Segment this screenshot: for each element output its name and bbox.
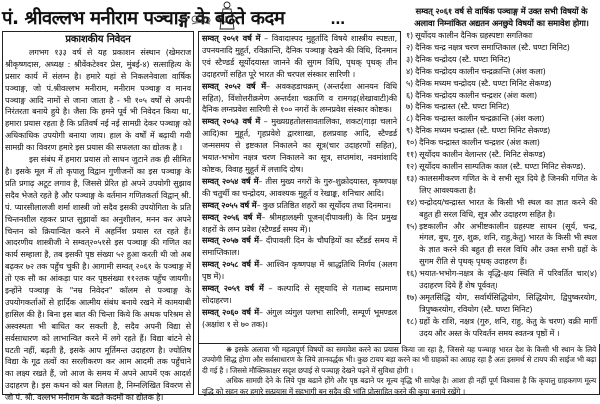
year-entry <box>202 33 397 81</box>
flower-ornament-icon <box>190 12 212 26</box>
title-ellipsis: ... <box>330 12 345 28</box>
year-entry <box>202 200 397 212</box>
item-text: दैनिक मध्यम चन्द्रास्त (स्टै. घण्टा मिनिट सेकण्ड) <box>415 125 551 136</box>
item-text: इष्टकालीन और अभीष्टकालीन ग्रहस्पष्ट साधन (सूर्य, चन्द्र, मंगल, बुध, गुरु, शुक्र, शनि, राहु,केतु) भारत के किसी भी स्थल के ज्ञात करने की बहुत ही सरल विधि और उक्त सभी ग्रहों के सुगम रीति से पृथक् पृथक् उदाहरण हैं। <box>419 220 597 267</box>
item-text: दैनिक चन्द्रोदय कालीन चन्द्रक्रान्ति (अंश कला) <box>415 65 546 76</box>
item-text: सूर्योदय कालीन दैनिक ग्रहस्पष्टाः सगतिकाः <box>415 30 533 40</box>
year-text: – कल्पादि से सृष्ट्यादि से गताब्द सप्रमाण सोदाहरण। <box>202 283 397 305</box>
item-number: १) <box>406 30 414 40</box>
year-text: – तीस मुख्य नगरों के गुरु-शुक्रोदयास्त, कृष्णपक्ष की चतुर्थी का चन्द्रोदय, आवश्यक मुहूर्त व रेखाङ्क, शनिचार आदि। <box>202 175 397 198</box>
item-text: सूर्योदय कालीन वेलान्तर (स्टै. मिनिट सेकण्ड) <box>419 149 546 160</box>
topic-list-item <box>406 197 597 221</box>
item-number: ८) <box>406 113 414 124</box>
item-text: सूर्योदय कालीन साम्पतिक काल (स्टै. घण्टा मिनिट सेकण्ड). <box>419 160 586 171</box>
year-label: सम्वत् २०५१ वर्ष में <box>202 33 261 43</box>
star-icon: ❋ <box>226 345 232 354</box>
topic-list-item <box>406 66 597 78</box>
saint-illustration-icon <box>213 0 241 30</box>
year-text: – दीपावली दिन के चौघड़ियों का स्टैंडर्ड समय में समाप्तिकाल। <box>202 235 397 258</box>
topic-list-item <box>406 173 597 197</box>
footer-paragraph <box>202 345 596 376</box>
item-number: १७) <box>406 291 418 302</box>
topic-list-item <box>406 149 597 161</box>
year-label: सम्वत् २०५८ वर्ष में <box>202 259 259 270</box>
item-text: ग्रहों के राशि, नक्षत्र (गुरु, शनि, राहु, केतु के चरण) वक्री मार्गी उदय और अस्त के परिवर्तन समय स्वतन्त्र पृष्ठों में । <box>419 315 597 338</box>
topic-list-item <box>406 54 597 66</box>
item-number: १४) <box>406 196 418 207</box>
year-text: – श्रीमहालक्ष्मी पूजन(दीपावली) के दिन प्रमुख शहरों के लग्न प्रवेश (स्टैण्डर्ड समय में)। <box>202 211 397 234</box>
topic-list-item <box>406 161 597 173</box>
item-text: कालसमीकरण गणित के वे सभी सूत्र दिये है जिनकी गणित के लिए आवश्यकता है। <box>419 172 597 195</box>
footer-text: इसके अलावा भी महत्वपूर्ण विषयों का समावेश करने का प्रयास किया जा रहा है, जिससे यह पञ्चाङ्ग भारत देश के किसी भी स्थान के लिये उपयोगी सिद्ध होगा और सर्वसाधारण के लिये ज्ञानवर्द्धक भी। कुछ टायप बड़ा करने का भी ग्राहकों का आग्रह रहा है अतः इसमर्थ से टायप की साईज भी बढ़ा दी गई है । जिससे मौक्तिकाक्षर सदृश छपाई से पञ्चाङ्ग देखने पढ़ने में सुविधा होगी । <box>202 345 597 375</box>
year-label: सम्वत् २०५४ वर्ष में <box>202 175 259 186</box>
year-entry <box>202 212 397 236</box>
footer-paragraph: अधिक सामग्री देने के लिये पृष्ठ बढाने होंगे और पृष्ठ बढाने पर मूल्य वृद्धि भी सापेक्ष है। आशा ही नहीं पूर्ण विश्वास है कि कृपालु ग्राहकगण मूल्य वृद्धि को सहन कर हमारे सत्प्रयास में सहभागी बन सदैव की भांति प्रोत्साहित करने की कृपा बनाये रखेंगे । <box>202 376 596 396</box>
topic-list-item <box>406 221 597 269</box>
year-entry <box>202 307 397 331</box>
item-number: ७) <box>406 101 414 112</box>
item-number: १३) <box>406 172 418 183</box>
year-label: सम्वत् २०५९ वर्ष में <box>202 283 264 294</box>
item-number: २) <box>406 41 414 52</box>
title-text: पं. श्रीवल्लभ मनीराम पञ्चाङ्ग के बढते कदम <box>2 8 285 29</box>
item-number: ३) <box>406 53 414 64</box>
year-entry <box>202 81 397 117</box>
item-number: १०) <box>406 137 418 148</box>
topic-list-item <box>406 292 597 316</box>
new-topics-heading: सम्वत् २०६१ वर्ष से वार्षिक पञ्चाङ्ग में उक्त सभी विषयों के अलावा निम्नांकित अद्यतन अनछुये विषयों का समावेश होगा। <box>414 6 589 28</box>
year-entry <box>202 176 397 200</box>
new-topics-column <box>404 6 599 344</box>
item-number: ९) <box>406 125 414 136</box>
year-label: सम्वत् २०६० वर्ष में <box>202 306 259 317</box>
year-label: सम्वत् २०५३ वर्ष में <box>202 116 261 127</box>
item-number: १२) <box>406 160 418 171</box>
year-label: सम्वत् २०५७ वर्ष में <box>202 235 259 246</box>
year-text: – विवादास्पद मुहूर्तादि विषये शास्त्रीय स्पष्टता, उपनयनादि मुहूर्त, रविक्रान्ति, दैनिक पञ्चाङ्ग देखने की विधि, दिनमान एवं स्टैण्डर्ड सूर्योदयास्त जानने की सुगम विधि, पृथक् पृथक् तीन उदाहरणों सहित पूरे भारत की चरपल संस्कार सारिणी । <box>202 33 397 79</box>
year-text: – मुख्यग्रहतोलसावतालिका, शकट(गाड़ा चलाने आदि)का मुहूर्त, गृहप्रवेशे द्वारशाखा, हलप्रवाह आदि, स्टैण्डर्ड जन्मसमय से इष्टकाल निकालने का सूत्र(चार उदाहरणों सहित), भयात-भभोग नक्षत्र चरण निकालने का सूत्र, सप्तमांश, नवमांशादि कोष्टक, विवाह मुहूर्त में लत्तादि दोष। <box>202 116 397 174</box>
year-entry <box>202 235 397 259</box>
item-number: ६) <box>406 89 414 100</box>
item-number: ११) <box>406 149 418 160</box>
year-entry <box>202 116 397 176</box>
year-text: – कुछ प्रतिष्ठित शहरों का सूर्योदय तथा दिनमान। <box>256 199 391 210</box>
year-text: – अंगुल व्यंगुल पलभा सारिणी, सम्पूर्ण भूमण्डल (अक्षांश १ से ७० तक)। <box>202 306 397 329</box>
statement-paragraph: इस संबंध में हमारा प्रयास तो साधन जुटाने तक ही सीमित है। इसके मूल में तो कृपालु विद्वान गुणीजनों का इस पञ्चाङ्ग के प्रति प्रगाढ़ अटूट लगाव है, जिससे प्रेरित हो अपने उपयोगी सुझाव सदैव भेजते रहते है और पञ्चाङ्ग के वर्तमान गणितकर्ता विद्वान् श्री. पं. प्यारसीलालजी शर्मा शास्त्री जो सदैव इसकी उपयोगिता के प्रति चिन्तनशील रहकर प्राप्त सुझावों का अनुशीलन, मनन कर अपने चिन्तन को क्रियान्वित करने में अहर्निश प्रयास रत रहते हैं। आदरणीय शास्त्रीजी ने सम्वत्२०५१से इस पञ्चाङ्ग की गणित का कार्य सम्हाला है, तब इसकी पृष्ठ संख्या ५२ हुआ करती थी जो अब बढ़कर ७२ तक पहुँच चुकी है। आगामी सम्वत् २०६१ के पञ्चाङ्ग में तो एक सौ का आंकड़ा पार कर पृष्ठसंख्या ११२तक पहुँच जायगी। इन्होंने पञ्चाङ्ग के "नम्र निवेदन" कॉलम से पञ्चाङ्ग के उपयोगकर्ताओं से हार्दिक आत्मीय संबंध बनाये रखने में कामयाबी हासिल की है। बिना इस बात की चिन्ता किये कि अथक परिश्रम से अस्वस्थता भी बाधित कर सकती है, सदैव अपनी विद्या से सर्वसाधारण को लाभान्वित करने में लगे रहते हैं। विद्या बांटने से घटती नहीं, बढ़ती है, इसके आप मूर्तिमन्त उदाहरण है। ज्योतिष विद्या के गूढ तत्वों का सरलीकरण कर आम आदमी तक पहुँचाने का लक्ष्य रखते हैं, जो आज के समय में अपने आपमें एक आदर्श उदाहरण है। इस कथन को बल मिलता है, निम्नलिखित विवरण से जो पं. श्री. वल्लभ मनीराम के बढते कदमों का द्योतक है। <box>5 154 191 403</box>
topic-list-item <box>406 101 597 113</box>
year-entry <box>202 259 397 283</box>
item-number: ५) <box>406 77 414 88</box>
publisher-statement-heading: प्रकाशकीय निवेदन <box>65 34 131 45</box>
item-text: भयात-भभोग-नक्षत्र के वृद्धि-क्षय स्थिति में परिवर्तित चार(४) उदाहरण दिये हैं शेष पूर्ववत्। <box>419 268 597 291</box>
footer-note <box>198 344 600 395</box>
topic-list-item <box>406 137 597 149</box>
topic-list-item <box>406 30 597 42</box>
yearly-additions-column <box>198 31 401 344</box>
topic-list-item <box>406 268 597 292</box>
item-text: दैनिक चन्द्रास्त कालीन चन्द्रक्रान्ति (अंश कला) <box>415 113 545 124</box>
topic-list-item <box>406 90 597 102</box>
year-entry <box>202 283 397 307</box>
year-text: – आश्विन कृष्णपक्ष में श्राद्धतिथि निर्णय (अलग पृष्ठ में)। <box>202 259 397 282</box>
publisher-statement-column <box>2 31 194 403</box>
item-number: ४) <box>406 65 414 76</box>
item-number: १५) <box>406 220 418 231</box>
year-label: सम्वत् २०५५ वर्ष में <box>202 199 257 210</box>
item-text: चन्द्रोदय/चन्द्रास्त भारत के किसी भी स्थल का ज्ञात करने की बहुत ही सरल विधि, सूत्र और उदाहरण सहित है। <box>419 196 597 219</box>
topic-list-item <box>406 42 597 54</box>
statement-paragraph: लगभग १३३ वर्ष से यह प्रकाशन संस्थान (खेमराज श्रीकृष्णदास, अध्यक्ष : श्रीवेंकटेश्वर प्रेस, मुंबई-४) सत्साहित्य के प्रसार कार्य में संलग्न है। हमारे यहां से निकलनेवाला वार्षिक पञ्चाङ्ग, जो पं.श्रीवल्लभ मनीराम, मनीराम पञ्चाङ्ग व मानव पञ्चाङ्ग आदि नामों से जाना जाता है - भी १०५ वर्षों से अपनी निरंतरता बनाये हुये है। जैसा कि हमने पूर्व भी निवेदन किया था, हमारा प्रयास रहता है कि प्रतिवर्ष नई नई सामग्री देकर पञ्चाङ्ग को अधिकाधिक उपयोगी बनाया जाय। हाल के वर्षों में बढ़ायी गयी सामग्री का विवरण हमारे इस प्रयास की सफलता का द्योतक है । <box>5 46 191 153</box>
item-number: १६) <box>406 268 418 279</box>
item-text: दैनिक चन्द्रास्त (स्टै. घण्टा मिनिट) <box>415 101 510 112</box>
item-text: अमृतसिद्धि योग, सर्वार्थसिद्धियोग, सिद्धियोग, द्विपुष्करयोग, त्रिपुष्करयोग, रवियोग (स्टै. घण्टा मिनिट) <box>419 291 597 314</box>
item-text: दैनिक मध्यम चन्द्रोदय (स्टै. घण्टा मिनिट सेकण्ड) <box>415 77 552 88</box>
item-text: दैनिक चन्द्रोदय कालीन चन्द्रशर (अंश कला) <box>415 89 537 100</box>
item-number: १८) <box>406 315 418 326</box>
topic-list-item <box>406 78 597 90</box>
item-text: दैनिक चन्द्र नक्षत्र चरण समाप्तिकाल (स्टै. घण्टा मिनिट) <box>415 41 570 52</box>
year-text: – अवकहडाचक्रम् (अन्तर्दशा आनयन विधि सहित), विंशोत्तरीक्रमेण अन्तर्दशा चक्राणि व रामगढ़(शेखावाटी)की दैनिक लग्नप्रवेश सारिणी से १०० नगरों के लग्नप्रवेश संस्कार कोष्टक। <box>202 80 397 115</box>
year-label: सम्वत् २०५६ वर्ष में <box>202 211 262 222</box>
item-text: दैनिक चन्द्रास्त कालीन चन्द्रशर (अंश कला) <box>419 137 540 148</box>
year-label: सम्वत् २०५२ वर्ष में <box>202 80 266 91</box>
item-text: दैनिक चन्द्रोदय (स्टै. घण्टा मिनिट) <box>415 53 511 64</box>
topic-list-item <box>406 113 597 125</box>
topic-list-item <box>406 316 597 340</box>
topic-list-item <box>406 125 597 137</box>
